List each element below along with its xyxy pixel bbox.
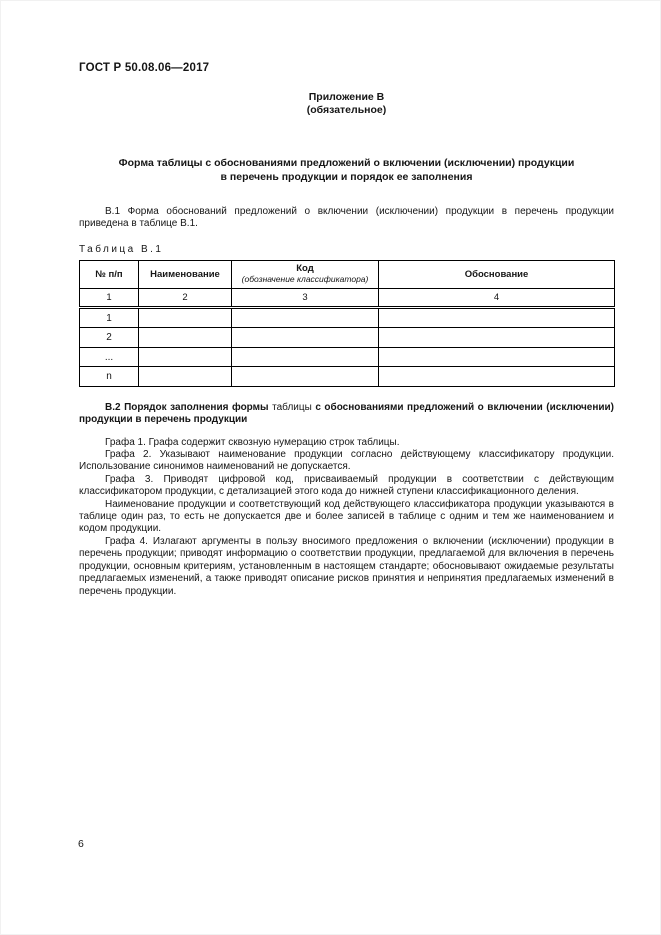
empty-cell [139, 347, 232, 367]
empty-cell [139, 367, 232, 387]
section-b2-paragraph-1: Графа 1. Графа содержит сквозную нумерацию строк таблицы. [105, 436, 400, 448]
col-header-code-subtitle: (обозначение классификатора) [241, 274, 369, 285]
form-table [79, 260, 615, 387]
row-number-cell: 2 [80, 328, 139, 348]
empty-cell [232, 328, 379, 348]
annex-subtitle: (обязательное) [306, 104, 387, 116]
table-row [80, 328, 615, 348]
page-title [79, 157, 614, 184]
row-number-cell: 1 [80, 307, 139, 328]
table-header-row [80, 260, 615, 288]
document-number: ГОСТ Р 50.08.06—2017 [79, 62, 210, 74]
empty-cell [379, 328, 615, 348]
empty-cell [139, 307, 232, 328]
table-row [80, 307, 615, 328]
section-b2-paragraph-2: Графа 2. Указывают наименование продукции согласно действующему классификатору продукции. Использование синонимов наименований не допускается. [79, 449, 614, 473]
empty-cell [139, 328, 232, 348]
col-header-code [232, 260, 379, 288]
table-row [80, 367, 615, 387]
annex-heading [79, 91, 614, 117]
page-title-line2: в перечень продукции и порядок ее заполнения [220, 170, 473, 183]
column-number: 4 [379, 288, 615, 307]
empty-cell [379, 347, 615, 367]
column-number: 2 [139, 288, 232, 307]
col-header-justification: Обоснование [379, 260, 615, 288]
section-b1-paragraph: В.1 Форма обоснований предложений о включении (исключении) продукции в перечень продукции приведена в таблице В.1. [79, 206, 614, 230]
empty-cell [379, 367, 615, 387]
empty-cell [232, 367, 379, 387]
b2-heading-bold-part1: В.2 Порядок заполнения формы [105, 401, 269, 413]
page-content [79, 0, 614, 598]
section-b2-paragraph-4: Наименование продукции и соответствующий код действующего классификатора продукции указываются в таблице один раз, то есть не допускается две и более записей в таблице с одним и тем же наименованием и кодом продукции. [79, 498, 614, 535]
page-title-line1: Форма таблицы с обоснованиями предложений о включении (исключении) продукции [118, 157, 575, 169]
col-header-num: № п/п [80, 260, 139, 288]
page-number: 6 [78, 838, 84, 850]
section-b2-paragraph-5: Графа 4. Излагают аргументы в пользу вносимого предложения о включении (исключении) продукции в перечень продукции; приводят информацию о соответствии продукции, предлагаемой для включения в перечень продукции, основным критериям, установленным в настоящем стандарте; обосновывают ожидаемые результаты предлагаемых изменений, а также приводят описание рисков принятия и непринятия предлагаемых изменений в перечень продукции. [79, 535, 614, 597]
col-header-name: Наименование [139, 260, 232, 288]
empty-cell [232, 307, 379, 328]
column-number: 1 [80, 288, 139, 307]
annex-title: Приложение В [308, 91, 385, 103]
empty-cell [232, 347, 379, 367]
table-caption: Таблица В.1 [79, 243, 164, 255]
section-b2-paragraph-3: Графа 3. Приводят цифровой код, присваиваемый продукции в соответствии с действующим классификатором продукции, с детализацией этого кода до нижней ступени классификационного деления. [79, 473, 614, 498]
column-number: 3 [232, 288, 379, 307]
b2-heading-bold-part2: с обоснованиями предложений о включении (исключении) продукции в перечень продукции [79, 401, 615, 426]
column-numbers-row [80, 288, 615, 307]
row-number-cell: ... [80, 347, 139, 367]
empty-cell [379, 307, 615, 328]
table-row [80, 347, 615, 367]
b2-heading-regular-part: таблицы [272, 401, 312, 413]
section-b2-heading [79, 402, 614, 427]
col-header-code-title: Код [296, 263, 314, 275]
row-number-cell: n [80, 367, 139, 387]
